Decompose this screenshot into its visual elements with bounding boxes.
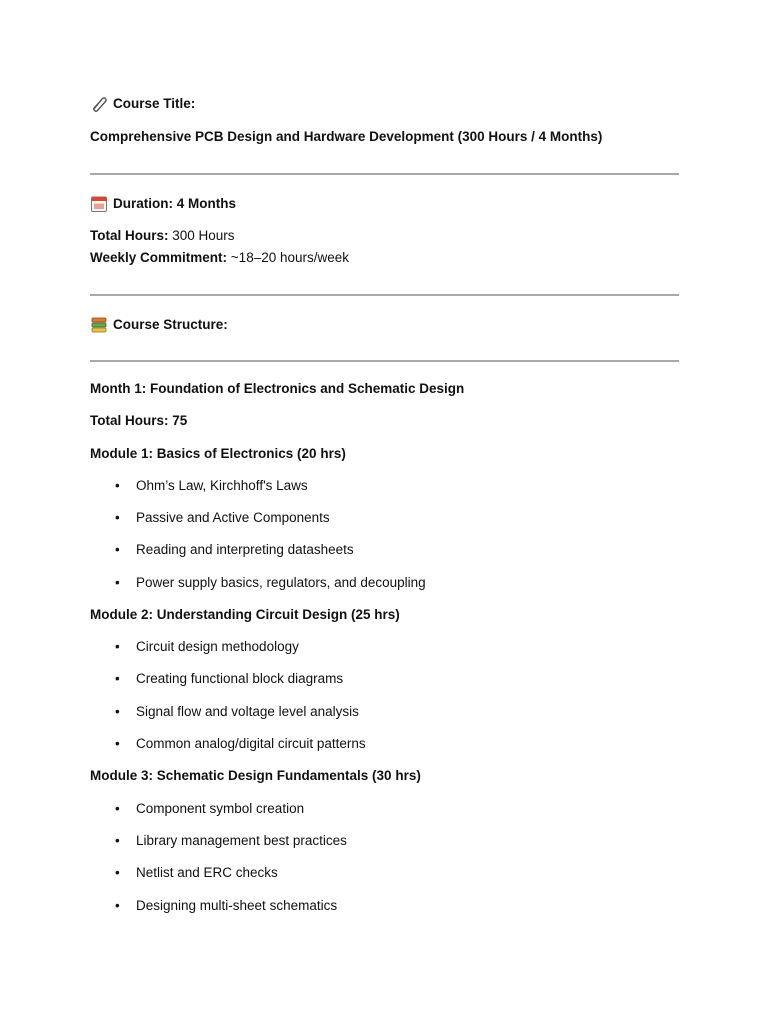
paperclip-icon <box>90 95 108 113</box>
bullet-glyph: • <box>115 801 120 816</box>
list-item: Component symbol creation <box>136 801 305 816</box>
list-item: Ohm’s Law, Kirchhoff's Laws <box>136 478 308 493</box>
module-2-title: Module 2: Understanding Circuit Design (25 hrs) <box>90 607 400 622</box>
list-item: Netlist and ERC checks <box>136 865 278 880</box>
total-hours-label: Total Hours: <box>90 228 169 243</box>
divider <box>90 294 679 296</box>
course-title-value: Comprehensive PCB Design and Hardware Development (300 Hours / 4 Months) <box>90 129 603 144</box>
list-item: Creating functional block diagrams <box>136 671 344 686</box>
course-structure-label: Course Structure: <box>113 317 228 332</box>
bullet-glyph: • <box>115 865 120 880</box>
duration-heading <box>90 195 236 213</box>
list-item: Circuit design methodology <box>136 639 299 654</box>
list-item: Signal flow and voltage level analysis <box>136 704 359 719</box>
bullet-glyph: • <box>115 671 120 686</box>
list-item: Power supply basics, regulators, and decoupling <box>136 575 426 590</box>
month-1-title: Month 1: Foundation of Electronics and Schematic Design <box>90 381 465 396</box>
course-structure-heading <box>90 316 228 334</box>
bullet-glyph: • <box>115 736 120 751</box>
weekly-commitment-label: Weekly Commitment: <box>90 250 228 265</box>
weekly-commitment-line <box>90 249 349 267</box>
module-1-title: Module 1: Basics of Electronics (20 hrs) <box>90 446 346 461</box>
bullet-glyph: • <box>115 542 120 557</box>
bullet-glyph: • <box>115 833 120 848</box>
list-item: Designing multi-sheet schematics <box>136 898 338 913</box>
calendar-icon <box>90 195 108 213</box>
course-title-label: Course Title: <box>113 96 196 111</box>
weekly-commitment-value: ~18–20 hours/week <box>230 250 350 265</box>
course-title-heading <box>90 95 195 113</box>
bullet-glyph: • <box>115 575 120 590</box>
total-hours-value: 300 Hours <box>172 228 235 243</box>
list-item: Common analog/digital circuit patterns <box>136 736 366 751</box>
total-hours-line <box>90 227 235 245</box>
divider <box>90 360 679 362</box>
list-item: Library management best practices <box>136 833 347 848</box>
list-item: Passive and Active Components <box>136 510 330 525</box>
bullet-glyph: • <box>115 704 120 719</box>
list-item: Reading and interpreting datasheets <box>136 542 354 557</box>
books-icon <box>90 316 108 334</box>
month-1-total-hours: Total Hours: 75 <box>90 413 188 428</box>
bullet-glyph: • <box>115 510 120 525</box>
module-3-title: Module 3: Schematic Design Fundamentals (30 hrs) <box>90 768 421 783</box>
duration-label: Duration: 4 Months <box>113 196 236 211</box>
bullet-glyph: • <box>115 478 120 493</box>
divider <box>90 173 679 175</box>
bullet-glyph: • <box>115 898 120 913</box>
bullet-glyph: • <box>115 639 120 654</box>
